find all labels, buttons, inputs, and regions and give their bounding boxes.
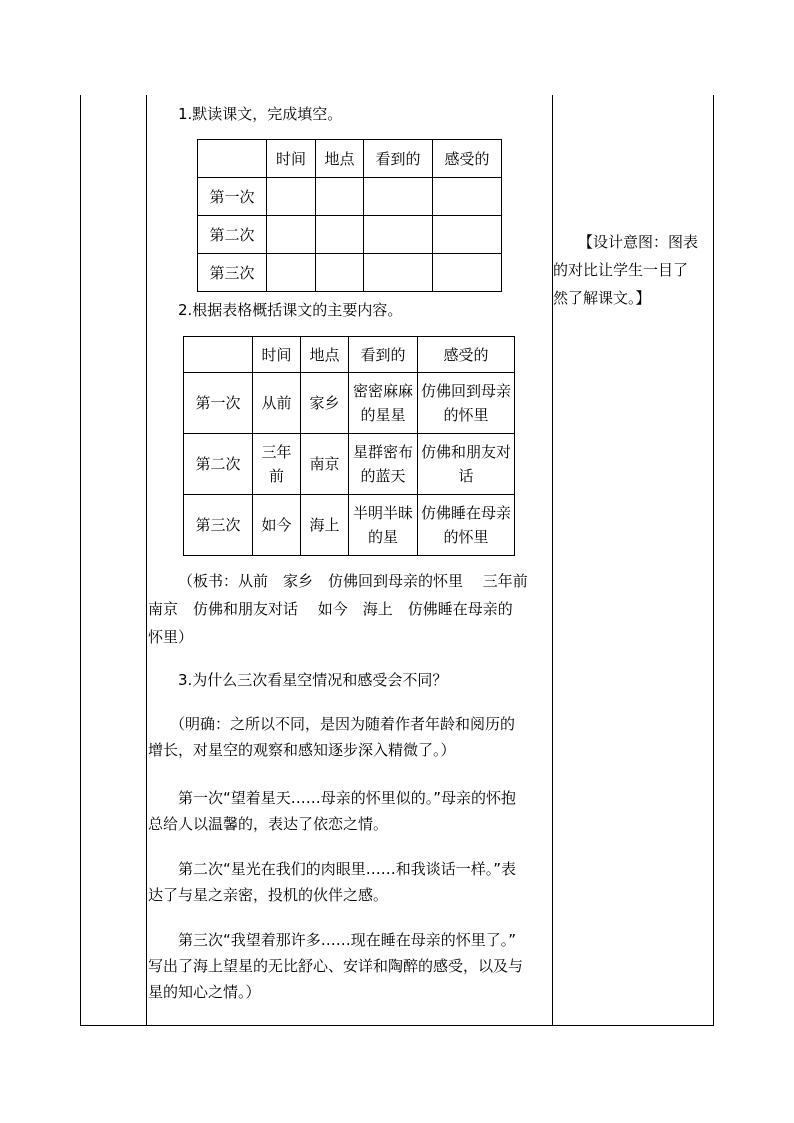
table-cell [364, 216, 433, 254]
table-cell: 第三次 [184, 495, 253, 556]
table-header: 时间 [253, 337, 301, 373]
q3-clarify-line-2: 增长，对星空的观察和感知逐步深入精微了。） [148, 741, 456, 759]
table-cell: 家乡 [301, 373, 349, 434]
table-cell [184, 337, 253, 373]
q3-first-line-2: 总给人以温馨的，表达了依恋之情。 [148, 815, 389, 833]
q3-second-line-2: 达了与星之亲密，投机的伙伴之感。 [148, 886, 389, 904]
table-row [184, 337, 515, 373]
table-cell: 星群密布的蓝天 [349, 434, 418, 495]
table-cell: 半明半昧的星 [349, 495, 418, 556]
board-line-2: 南京 仿佛和朋友对话 如今 海上 仿佛睡在母亲的 [148, 600, 513, 618]
frame-right-border [713, 95, 714, 1026]
q2-heading: 2.根据表格概括课文的主要内容。 [178, 301, 403, 319]
table-cell [316, 254, 364, 292]
table-cell: 仿佛和朋友对话 [418, 434, 515, 495]
q3-third-line-2: 写出了海上望星的无比舒心、安详和陶醉的感受，以及与 [148, 957, 524, 975]
design-note-line-1: 【设计意图：图表 [578, 233, 699, 251]
q2-summary-table [183, 336, 515, 556]
table-cell: 密密麻麻的星星 [349, 373, 418, 434]
q3-clarify-line-1: （明确：之所以不同，是因为随着作者年龄和阅历的 [170, 715, 516, 733]
table-cell: 第二次 [198, 216, 267, 254]
table-cell: 南京 [301, 434, 349, 495]
table-row [198, 216, 502, 254]
table-cell: 如今 [253, 495, 301, 556]
table-cell [316, 178, 364, 216]
table-header: 地点 [301, 337, 349, 373]
table-row [184, 495, 515, 556]
q3-first-line-1: 第一次“望着星天……母亲的怀里似的。”母亲的怀抱 [178, 789, 517, 807]
table-cell: 第一次 [198, 178, 267, 216]
design-note-line-3: 然了解课文。】 [553, 289, 651, 307]
table-cell: 海上 [301, 495, 349, 556]
table-cell [433, 216, 502, 254]
table-header: 看到的 [349, 337, 418, 373]
table-header: 感受的 [433, 140, 502, 178]
table-row [198, 178, 502, 216]
table-cell [267, 178, 316, 216]
table-cell: 仿佛回到母亲的怀里 [418, 373, 515, 434]
table-cell [364, 178, 433, 216]
table-row [198, 254, 502, 292]
table-header: 时间 [267, 140, 316, 178]
q3-second-line-1: 第二次“星光在我们的肉眼里……和我谈话一样。”表 [178, 860, 517, 878]
q3-third-line-3: 星的知心之情。） [148, 983, 261, 1001]
table-cell [433, 254, 502, 292]
table-row [184, 373, 515, 434]
table-cell: 第一次 [184, 373, 253, 434]
table-cell [267, 254, 316, 292]
table-cell [198, 140, 267, 178]
frame-col-divider-1 [146, 95, 147, 1026]
design-note-line-2: 的对比让学生一目了 [553, 261, 689, 279]
table-cell: 第三次 [198, 254, 267, 292]
q3-heading: 3.为什么三次看星空情况和感受会不同？ [178, 671, 448, 689]
table-row [198, 140, 502, 178]
table-row [184, 434, 515, 495]
frame-left-border [80, 95, 81, 1026]
table-cell: 从前 [253, 373, 301, 434]
board-line-3: 怀里） [148, 628, 194, 646]
q3-third-line-1: 第三次“我望着那许多……现在睡在母亲的怀里了。” [178, 931, 517, 949]
table-header: 看到的 [364, 140, 433, 178]
table-cell [433, 178, 502, 216]
frame-col-divider-2 [552, 95, 553, 1026]
table-cell [316, 216, 364, 254]
q1-heading: 1.默读课文，完成填空。 [178, 105, 343, 123]
table-cell: 仿佛睡在母亲的怀里 [418, 495, 515, 556]
frame-bottom-border [80, 1025, 714, 1026]
q1-fill-table [197, 139, 502, 292]
table-header: 地点 [316, 140, 364, 178]
table-cell [267, 216, 316, 254]
board-line-1: （板书：从前 家乡 仿佛回到母亲的怀里 三年前 [178, 572, 528, 590]
table-cell: 第二次 [184, 434, 253, 495]
table-header: 感受的 [418, 337, 515, 373]
table-cell: 三年前 [253, 434, 301, 495]
table-cell [364, 254, 433, 292]
